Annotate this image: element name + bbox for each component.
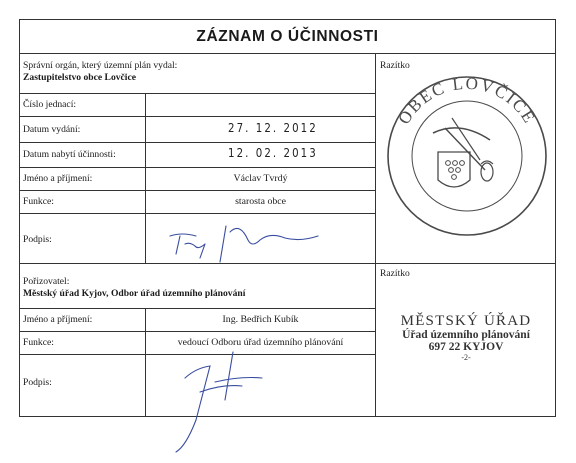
issuer-name-label: Jméno a příjmení: — [23, 173, 93, 184]
issuer-signature — [170, 226, 318, 262]
issuer-name-value: Václav Tvrdý — [233, 173, 288, 184]
office-stamp-line: Úřad územního plánování — [402, 329, 530, 341]
authority-label: Správní orgán, který územní plán vydal: — [23, 60, 178, 71]
procurer-signature — [176, 352, 262, 452]
office-stamp-line: -2- — [461, 353, 471, 362]
office-stamp-line: 697 22 KYJOV — [428, 341, 504, 353]
form-title: ZÁZNAM O ÚČINNOSTI — [20, 20, 555, 54]
procurer-function-label: Funkce: — [23, 337, 54, 348]
procurer-value: Městský úřad Kyjov, Odbor úřad územního plánování — [23, 288, 246, 299]
effective-date-label: Datum nabytí účinnosti: — [23, 149, 116, 160]
stamp-label-procurer: Razítko — [380, 268, 410, 279]
stamp-label-issuer: Razítko — [380, 60, 410, 71]
procurer-label: Pořizovatel: — [23, 276, 70, 287]
office-stamp-line: MĚSTSKÝ ÚŘAD — [400, 313, 532, 329]
issue-date-value: 27. 12. 2012 — [228, 120, 318, 135]
reference-number-label: Číslo jednací: — [23, 99, 77, 110]
effective-date-value: 12. 02. 2013 — [228, 145, 318, 160]
issuer-function-value: starosta obce — [235, 196, 286, 207]
procurer-name-value: Ing. Bedřich Kubík — [222, 314, 299, 325]
authority-value: Zastupitelstvo obce Lovčice — [23, 72, 136, 83]
procurer-function-value: vedoucí Odboru úřad územního plánování — [177, 337, 344, 348]
svg-text:OBEC LOVČICE: OBEC LOVČICE — [394, 73, 540, 128]
procurer-signature-label: Podpis: — [23, 377, 52, 388]
procurer-name-label: Jméno a příjmení: — [23, 314, 93, 325]
municipal-seal — [388, 74, 546, 235]
issuer-signature-label: Podpis: — [23, 234, 52, 245]
issue-date-label: Datum vydání: — [23, 124, 81, 135]
issuer-function-label: Funkce: — [23, 196, 54, 207]
